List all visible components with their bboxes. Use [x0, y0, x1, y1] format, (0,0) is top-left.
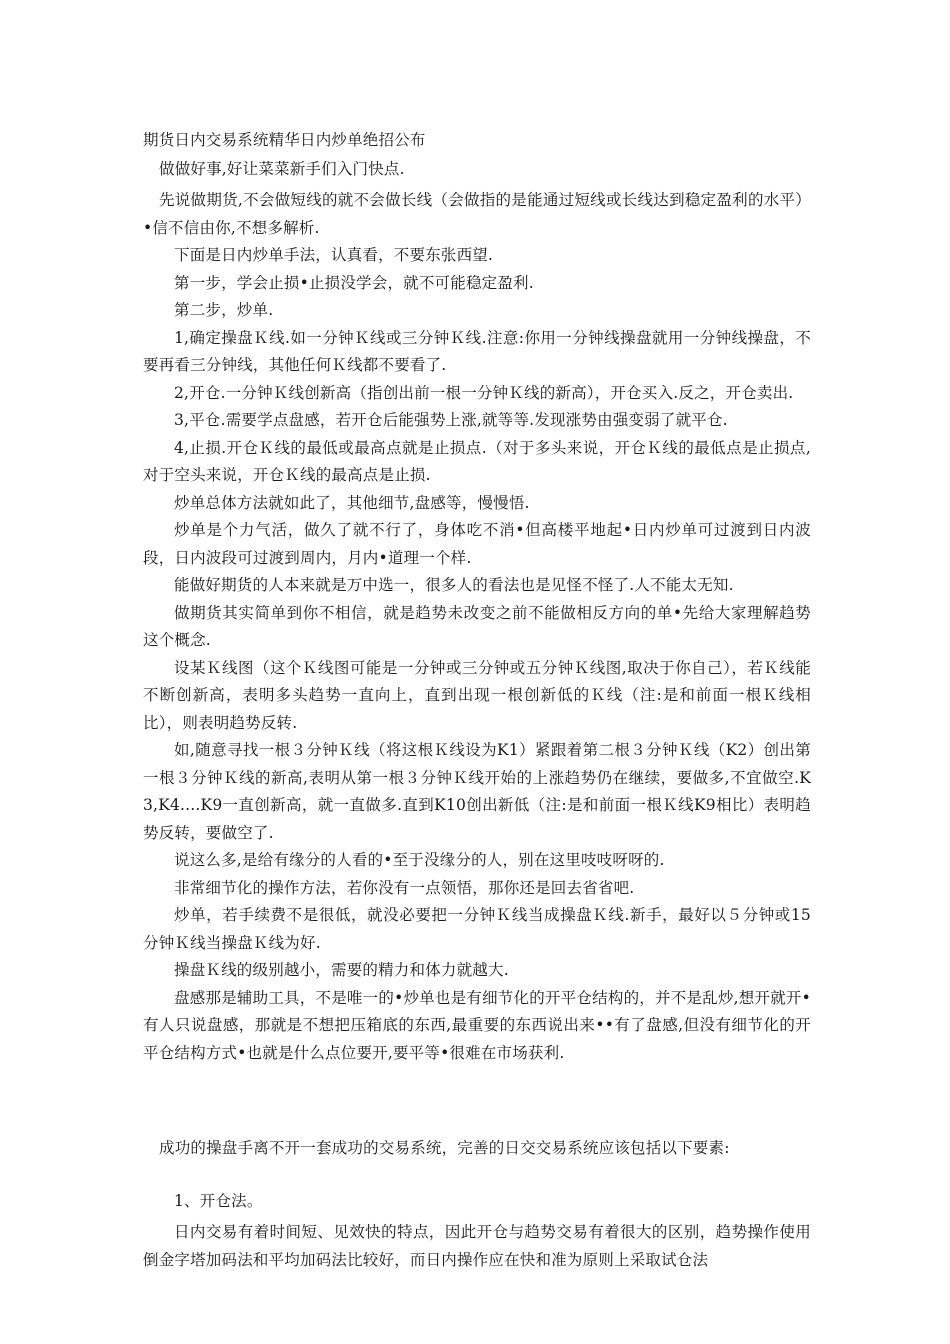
paragraph: 炒单，若手续费不是很低，就没必要把一分钟Ｋ线当成操盘Ｋ线.新手，最好以５分钟或15分钟Ｋ线当操盘Ｋ线为好. [143, 906, 811, 952]
paragraph: 炒单总体方法就如此了，其他细节,盘感等，慢慢悟. [174, 493, 530, 512]
document-page [143, 127, 811, 1274]
paragraph: 设某Ｋ线图（这个Ｋ线图可能是一分钟或三分钟或五分钟Ｋ线图,取决于你自己），若Ｋ线能不断创新高，表明多头趋势一直向上，直到出现一根创新低的Ｋ线（注:是和前面一根Ｋ线相比），则表明趋势反转. [143, 658, 811, 732]
section-intro: 成功的操盘手离不开一套成功的交易系统，完善的日交交易系统应该包括以下要素: [159, 1139, 730, 1157]
paragraph: 第一步，学会止损•止损没学会，就不可能稳定盈利. [174, 273, 534, 292]
paragraph: 说这么多,是给有缘分的人看的•至于没缘分的人，别在这里吱吱呀呀的. [174, 851, 665, 869]
paragraph: 1,确定操盘Ｋ线.如一分钟Ｋ线或三分钟Ｋ线.注意:你用一分钟线操盘就用一分钟线操盘，不要再看三分钟线，其他任何Ｋ线都不要看了. [143, 328, 811, 374]
paragraph: 2,开仓.一分钟Ｋ线创新高（指创出前一根一分钟Ｋ线的新高），开仓买入.反之，开仓卖出. [174, 383, 794, 402]
paragraph: 4,止损.开仓Ｋ线的最低或最高点就是止损点.（对于多头来说，开仓Ｋ线的最低点是止损点,对于空头来说，开仓Ｋ线的最高点是止损. [143, 438, 811, 484]
paragraph: 第二步，炒单. [174, 301, 274, 319]
paragraph: 炒单是个力气活，做久了就不行了，身体吃不消•但高楼平地起•日内炒单可过渡到日内波段，日内波段可过渡到周内，月内•道理一个样. [143, 521, 811, 567]
paragraph: 盘感那是辅助工具，不是唯一的•炒单也是有细节化的开平仓结构的，并不是乱炒,想开就开•有人只说盘感，那就是不想把压箱底的东西,最重要的东西说出来••有了盘感,但没有细节化的开平仓结构方式•也就是什么点位要开,要平等•很难在市场获利. [143, 988, 811, 1062]
paragraph: 下面是日内炒单手法，认真看，不要东张西望. [174, 246, 494, 264]
document-title: 期货日内交易系统精华日内炒单绝招公布 [143, 131, 426, 149]
paragraph: 能做好期货的人本来就是万中选一，很多人的看法也是见怪不怪了.人不能太无知. [174, 576, 734, 594]
paragraph: 非常细节化的操作方法，若你没有一点领悟，那你还是回去省省吧. [174, 878, 635, 897]
section-heading: 1、开仓法。 [174, 1191, 263, 1210]
paragraph: 做期货其实简单到你不相信，就是趋势未改变之前不能做相反方向的单•先给大家理解趋势这个概念. [143, 603, 811, 649]
section-body: 日内交易有着时间短、见效快的特点，因此开仓与趋势交易有着很大的区别，趋势操作使用倒金字塔加码法和平均加码法比较好，而日内操作应在快和准为原则上采取试仓法 [143, 1223, 811, 1269]
paragraph: 先说做期货,不会做短线的就不会做长线（会做指的是能通过短线或长线达到稳定盈利的水平）•信不信由你,不想多解析. [143, 191, 811, 237]
paragraph: 如,随意寻找一根３分钟Ｋ线（将这根Ｋ线设为K1）紧跟着第二根３分钟Ｋ线（K2）创出第一根３分钟Ｋ线的新高,表明从第一根３分钟Ｋ线开始的上涨趋势仍在继续，要做多,不宜做空.K3,K4....K9一直创新高，就一直做多.直到K10创出新低（注:是和前面一根Ｋ线K9相比）表明趋势反转，要做空了. [143, 741, 811, 842]
intro-line: 做做好事,好让菜菜新手们入门快点. [159, 159, 405, 178]
paragraph: 操盘Ｋ线的级别越小，需要的精力和体力就越大. [174, 961, 509, 979]
paragraph: 3,平仓.需要学点盘感，若开仓后能强势上涨,就等等.发现涨势由强变弱了就平仓. [174, 411, 728, 429]
